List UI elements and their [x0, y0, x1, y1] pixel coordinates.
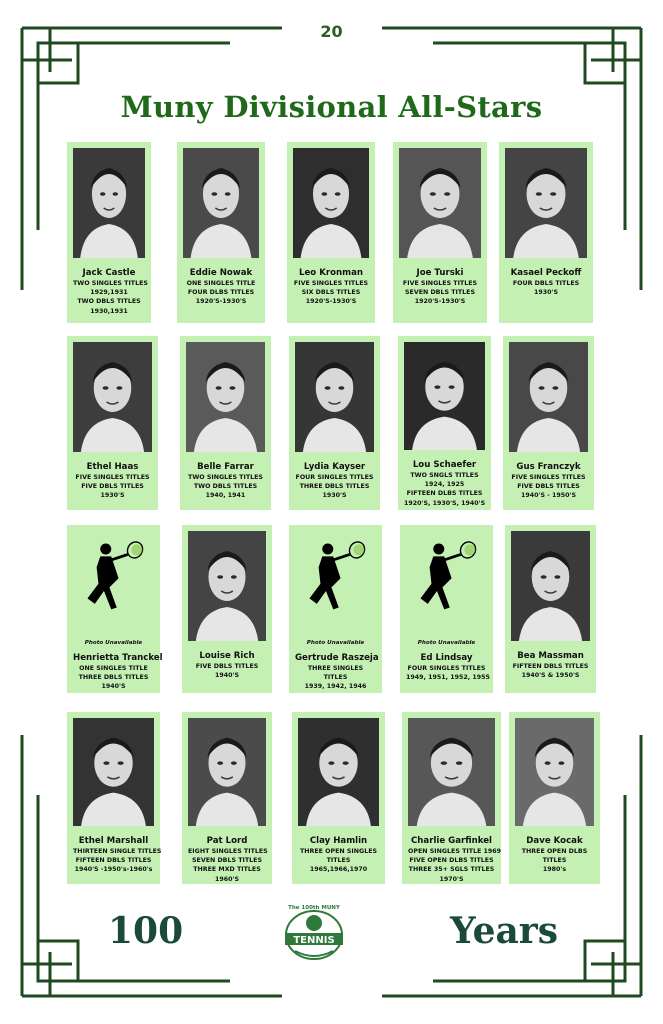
player-title-line: 1940'S - 1950'S	[521, 492, 576, 500]
photo-unavailable-label: Photo Unavailable	[84, 640, 143, 646]
player-photo	[408, 718, 495, 826]
player-photo	[183, 148, 259, 258]
player-title-line: TWO DBLS TITLES	[193, 483, 258, 491]
player-photo	[505, 148, 587, 258]
player-title-line: SIX DBLS TITLES	[301, 289, 361, 297]
player-card	[67, 712, 160, 884]
player-name: Belle Farrar	[197, 462, 254, 472]
player-name: Pat Lord	[206, 836, 248, 846]
player-title-line: THIRTEEN SINGLE TITLES	[73, 848, 162, 855]
player-name: Joe Turski	[416, 268, 464, 278]
player-title-line: 1930,1931	[90, 307, 128, 315]
player-title-line: 1980's	[542, 866, 567, 874]
player-photo	[404, 342, 485, 450]
player-name: Leo Kronman	[299, 268, 363, 278]
player-photo	[509, 342, 588, 452]
player-name: Kasael Peckoff	[510, 268, 582, 278]
player-photo	[73, 718, 154, 826]
player-title-line: FIFTEEN DLBS TITLES	[406, 490, 483, 498]
player-title-line: 1960'S	[215, 875, 239, 883]
player-title-line: 1930'S	[100, 492, 125, 500]
player-title-line: SEVEN DBLS TITLES	[191, 857, 263, 865]
player-photo	[73, 342, 152, 452]
player-title-line: 1939, 1942, 1946	[304, 683, 367, 691]
player-photo	[186, 342, 265, 452]
player-title-line: FIVE SINGLES TITLES	[402, 280, 478, 287]
player-title-line: THREE 35+ SGLS TITLES	[408, 866, 495, 874]
player-title-line: 1920'S-1930'S	[305, 298, 357, 306]
footer-number: 100	[108, 910, 184, 952]
player-title-line: OPEN SINGLES TITLE 1969	[408, 848, 502, 855]
player-title-line: THREE MXD TITLES	[193, 866, 261, 874]
player-title-line: FOUR DLBS TITLES	[187, 289, 255, 297]
player-title-line: FIVE DBLS TITLES	[195, 663, 259, 670]
player-card	[400, 525, 493, 693]
player-name: Bea Massman	[517, 651, 584, 661]
tennis-logo	[281, 901, 347, 961]
player-title-line: ONE SINGLES TITLE	[79, 665, 148, 672]
player-photo	[399, 148, 481, 258]
player-title-line: EIGHT SINGLES TITLES	[188, 848, 268, 855]
player-title-line: FOUR SINGLES TITLES	[407, 665, 486, 672]
player-title-line: 1940'S	[215, 672, 239, 680]
player-title-line: TITLES	[326, 857, 351, 865]
player-title-line: 1940, 1941	[205, 492, 246, 500]
footer-word: Years	[450, 910, 559, 952]
player-name: Charlie Garfinkel	[410, 836, 492, 846]
player-title-line: ONE SINGLES TITLE	[186, 280, 256, 287]
player-card	[67, 525, 163, 693]
player-title-line: 1940'S & 1950'S	[521, 672, 580, 680]
player-name: Clay Hamlin	[309, 836, 368, 846]
player-name: Dave Kocak	[526, 836, 583, 846]
player-card	[398, 336, 491, 510]
player-card	[505, 525, 596, 693]
player-title-line: 1965,1966,1970	[309, 866, 368, 874]
player-title-line: FIVE SINGLES TITLES	[511, 474, 586, 481]
player-title-line: THREE DBLS TITLES	[78, 674, 149, 682]
player-name: Ed Lindsay	[420, 653, 473, 663]
player-title-line: THREE DBLS TITLES	[299, 483, 370, 491]
player-title-line: FIVE DBLS TITLES	[81, 483, 144, 491]
player-title-line: 1930'S	[534, 289, 558, 297]
player-name: Jack Castle	[82, 268, 136, 278]
photo-unavailable-label: Photo Unavailable	[417, 640, 476, 646]
player-card	[287, 142, 375, 323]
player-title-line: 1940'S -1950's-1960's	[74, 866, 153, 874]
player-title-line: TWO SINGLES TITLES	[73, 280, 148, 287]
tennis-player-silhouette-icon	[406, 531, 487, 635]
player-title-line: FIVE OPEN DLBS TITLES	[409, 857, 494, 865]
player-title-line: TWO SINGLES TITLES	[188, 474, 263, 481]
page-number: 20	[320, 22, 343, 41]
tennis-player-silhouette-icon	[295, 531, 376, 635]
player-title-line: FIVE DBLS TITLES	[517, 483, 580, 491]
player-card	[499, 142, 593, 323]
player-name: Henrietta Tranckel	[73, 653, 163, 663]
photo-unavailable-label: Photo Unavailable	[306, 640, 365, 646]
player-title-line: 1924, 1925	[424, 481, 465, 489]
player-photo	[73, 148, 145, 258]
player-photo	[298, 718, 379, 826]
player-name: Ethel Haas	[86, 462, 139, 472]
player-title-line: 1970'S	[439, 875, 464, 883]
player-title-line: FOUR SINGLES TITLES	[295, 474, 374, 481]
player-card	[182, 712, 272, 884]
page-title: Muny Divisional All-Stars	[120, 90, 543, 124]
player-card	[509, 712, 600, 884]
player-card	[289, 336, 380, 510]
player-title-line: FIVE SINGLES TITLES	[75, 474, 150, 481]
player-title-line: THREE SINGLES	[307, 665, 364, 672]
logo-main-text: TENNIS	[293, 935, 335, 946]
player-title-line: TWO SNGLS TITLES	[410, 472, 479, 479]
player-card	[289, 525, 382, 693]
player-title-line: THREE OPEN SINGLES	[299, 848, 378, 855]
player-name: Lydia Kayser	[303, 462, 366, 472]
player-title-line: 1940'S	[101, 683, 126, 691]
player-title-line: TITLES	[542, 857, 567, 865]
player-name: Lou Schaefer	[412, 460, 477, 470]
player-title-line: THREE OPEN DLBS	[521, 848, 588, 855]
player-card	[67, 142, 151, 323]
player-card	[180, 336, 271, 510]
player-card	[402, 712, 501, 884]
player-title-line: 1929,1931	[90, 289, 128, 297]
player-name: Gertrude Raszeja	[295, 653, 379, 663]
player-title-line: 1949, 1951, 1952, 1955	[406, 674, 490, 682]
player-name: Eddie Nowak	[189, 268, 253, 278]
player-title-line: 1930'S	[322, 492, 347, 500]
player-title-line: SEVEN DBLS TITLES	[404, 289, 476, 297]
player-card	[503, 336, 594, 510]
player-card	[177, 142, 265, 323]
player-photo	[293, 148, 369, 258]
player-photo	[515, 718, 594, 826]
player-card	[292, 712, 385, 884]
player-title-line: 1920'S-1930'S	[195, 298, 247, 306]
player-photo	[188, 531, 266, 641]
player-card	[393, 142, 487, 323]
player-name: Gus Franczyk	[516, 462, 581, 472]
player-name: Louise Rich	[199, 651, 255, 661]
player-title-line: 1920'S, 1930'S, 1940'S	[404, 499, 486, 507]
player-title-line: FIFTEEN DBLS TITLES	[75, 857, 152, 865]
player-title-line: FIVE SINGLES TITLES	[293, 280, 369, 287]
tennis-player-silhouette-icon	[73, 531, 154, 635]
player-photo	[295, 342, 374, 452]
logo-top-text: The 100th MUNY	[288, 905, 340, 911]
player-title-line: TWO DBLS TITLES	[77, 298, 141, 306]
player-title-line: TITLES	[323, 674, 348, 682]
player-card	[67, 336, 158, 510]
player-photo	[188, 718, 266, 826]
player-photo	[511, 531, 590, 641]
player-name: Ethel Marshall	[78, 836, 149, 846]
player-card	[182, 525, 272, 693]
player-title-line: FOUR DBLS TITLES	[512, 280, 580, 287]
player-title-line: FIFTEEN DBLS TITLES	[512, 663, 589, 670]
player-title-line: 1920'S-1930'S	[414, 298, 466, 306]
